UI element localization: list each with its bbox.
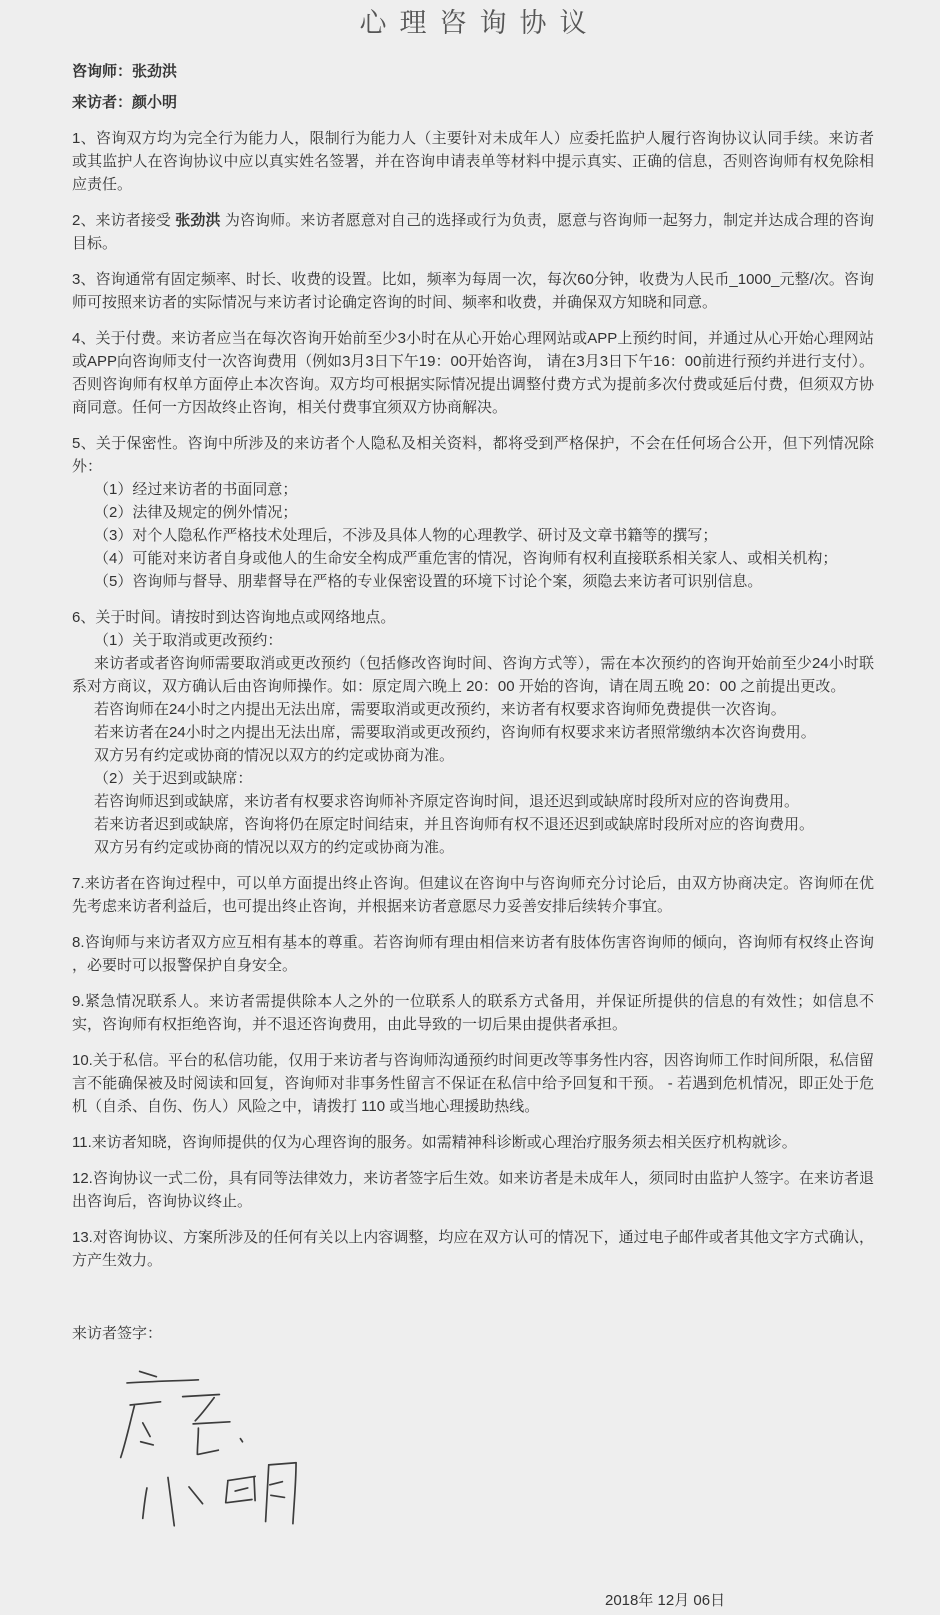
clause-1: 1、咨询双方均为完全行为能力人，限制行为能力人（主要针对未成年人）应委托监护人履行咨询协议认同手续。来访者或其监护人在咨询协议中应以真实姓名签署，并在咨询申请表单等材料中提示真实、正确的信息，否则咨询师有权免除相应责任。	[72, 130, 874, 193]
handwritten-signature-strokes	[116, 1363, 306, 1531]
clause-12: 12.咨询协议一式二份，具有同等法律效力，来访者签字后生效。如来访者是未成年人，须同时由监护人签字。在来访者退出咨询后，咨询协议终止。	[72, 1170, 874, 1210]
clause-6-item-6: （2）关于迟到或缺席：	[94, 770, 253, 787]
visitor-line	[72, 91, 874, 114]
clause-6-item-4: 若来访者在24小时之内提出无法出席，需要取消或更改预约，咨询师有权要求来访者照常缴纳本次咨询费用。	[94, 724, 816, 741]
clause-6: 6、关于时间。请按时到达咨询地点或网络地点。	[72, 609, 396, 626]
clause-7: 7.来访者在咨询过程中，可以单方面提出终止咨询。但建议在咨询中与咨询师充分讨论后，由双方协商决定。咨询师在优先考虑来访者利益后，也可提出终止咨询，并根据来访者意愿尽力妥善安排后续转介事宜。	[72, 875, 874, 915]
clause-4: 4、关于付费。来访者应当在每次咨询开始前至少3小时在从心开始心理网站或APP上预约时间，并通过从心开始心理网站或APP向咨询师支付一次咨询费用（例如3月3日下午19：00开始咨询， 请在3月3日下午16：00前进行预约并进行支付）。否则咨询师有权单方面停止本次咨询。双方均可根据实际情况提出调整付费方式为提前多次付费或延后付费，但须双方协商同意。任何一方因故终止咨询，相关付费事宜须双方协商解决。	[72, 330, 874, 416]
clause-9: 9.紧急情况联系人。来访者需提供除本人之外的一位联系人的联系方式备用，并保证所提供的信息的有效性；如信息不实，咨询师有权拒绝咨询，并不退还咨询费用，由此导致的一切后果由提供者承担。	[72, 993, 874, 1033]
clause-6-item-2: 来访者或者咨询师需要取消或更改预约（包括修改咨询时间、咨询方式等），需在本次预约的咨询开始前至少24小时联系对方商议，双方确认后由咨询师操作。如：原定周六晚上 20：00 开始的咨询，请在周五晚 20：00 之前提出更改。	[72, 655, 874, 695]
clause-10: 10.关于私信。平台的私信功能，仅用于来访者与咨询师沟通预约时间更改等事务性内容，因咨询师工作时间所限，私信留言不能确保被及时阅读和回复，咨询师对非事务性留言不保证在私信中给予回复和干预。 - 若遇到危机情况，即正处于危机（自杀、自伤、伤人）风险之中，请拨打 110 或当地心理援助热线。	[72, 1052, 874, 1115]
clause-5-subitems	[72, 478, 874, 593]
clause-5-item-5: （5）咨询师与督导、朋辈督导在严格的专业保密设置的环境下讨论个案，须隐去来访者可识别信息。	[94, 573, 763, 590]
clause-2-prefix: 2、来访者接受	[72, 212, 176, 229]
clause-6-item-3: 若咨询师在24小时之内提出无法出席，需要取消或更改预约，来访者有权要求咨询师免费提供一次咨询。	[94, 701, 786, 718]
visitor-signature-label: 来访者签字：	[72, 1325, 163, 1342]
clause-5-item-1: （1）经过来访者的书面同意；	[94, 481, 298, 498]
clause-2	[72, 209, 874, 255]
visitor-label: 来访者：	[72, 94, 133, 111]
clause-11: 11.来访者知晓，咨询师提供的仅为心理咨询的服务。如需精神科诊断或心理治疗服务须去相关医疗机构就诊。	[72, 1134, 797, 1151]
agreement-date: 2018年 12月 06日	[605, 1592, 726, 1609]
page-title: 心理咨询协议	[359, 8, 600, 38]
clause-5-item-2: （2）法律及规定的例外情况；	[94, 504, 298, 521]
clause-2-counselor-name: 张劲洪	[175, 212, 221, 229]
clause-5: 5、关于保密性。咨询中所涉及的来访者个人隐私及相关资料，都将受到严格保护，不会在任何场合公开，但下列情况除外：	[72, 435, 874, 475]
clause-6-subitems	[72, 629, 874, 859]
clause-6-item-5: 双方另有约定或协商的情况以双方的约定或协商为准。	[94, 747, 455, 764]
clause-8: 8.咨询师与来访者双方应互相有基本的尊重。若咨询师有理由相信来访者有肢体伤害咨询师的倾向，咨询师有权终止咨询 ，必要时可以报警保护自身安全。	[72, 934, 874, 974]
agreement-document	[0, 6, 940, 1612]
counselor-line	[72, 60, 874, 83]
clause-2-suffix: 为咨询师。来访者愿意对自己的选择或行为负责，愿意与咨询师一起努力，制定并达成合理的咨询目标。	[72, 212, 874, 252]
clause-5-item-4: （4）可能对来访者自身或他人的生命安全构成严重危害的情况，咨询师有权利直接联系相关家人、或相关机构；	[94, 550, 838, 567]
clause-6-item-7: 若咨询师迟到或缺席，来访者有权要求咨询师补齐原定咨询时间，退还迟到或缺席时段所对应的咨询费用。	[94, 793, 800, 810]
clause-6-item-9: 双方另有约定或协商的情况以双方的约定或协商为准。	[94, 839, 455, 856]
counselor-name: 张劲洪	[132, 63, 178, 80]
counselor-label: 咨询师：	[72, 63, 133, 80]
clause-6-item-1: （1）关于取消或更改预约：	[94, 632, 283, 649]
clause-13: 13.对咨询协议、方案所涉及的任何有关以上内容调整，均应在双方认可的情况下，通过电子邮件或者其他文字方式确认，方产生效力。	[72, 1229, 874, 1269]
clause-3: 3、咨询通常有固定频率、时长、收费的设置。比如，频率为每周一次，每次60分钟，收费为人民币_1000_元整/次。咨询师可按照来访者的实际情况与来访者讨论确定咨询的时间、频率和收费，并确保双方知晓和同意。	[72, 271, 874, 311]
clause-5-item-3: （3）对个人隐私作严格技术处理后，不涉及具体人物的心理教学、研讨及文章书籍等的撰写；	[94, 527, 718, 544]
visitor-name: 颜小明	[132, 94, 178, 111]
clause-6-item-8: 若来访者迟到或缺席，咨询将仍在原定时间结束，并且咨询师有权不退还迟到或缺席时段所对应的咨询费用。	[94, 816, 815, 833]
visitor-signature	[116, 1363, 306, 1531]
